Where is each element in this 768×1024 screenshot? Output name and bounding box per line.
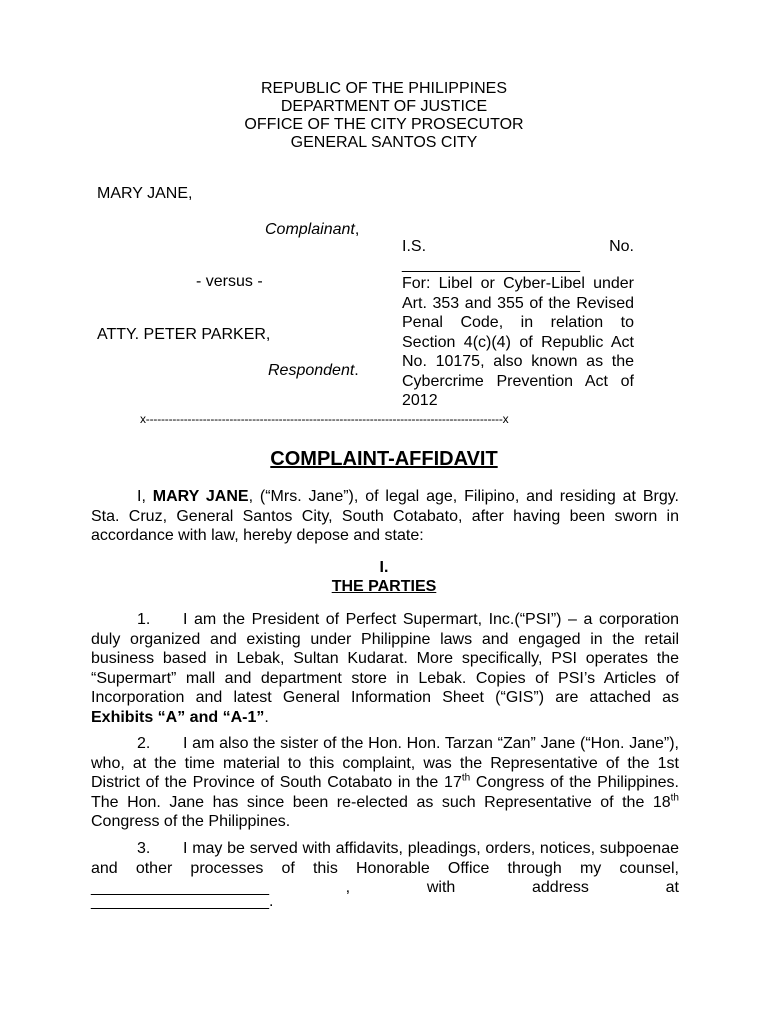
case-info-column [402,238,634,411]
paragraph-2-number: 2. [137,735,151,752]
respondent-role-line [268,362,359,380]
header-department: DEPARTMENT OF JUSTICE [280,98,488,115]
no-label: No. [609,238,634,255]
header-city: GENERAL SANTOS CITY [290,134,478,151]
paragraph-3: 3. I may be served with affidavits, pleadings, orders, notices, subpoenae and other processes of this Honorable Office through my counsel, ____________________ , with address at [91,840,679,896]
affiant-name: MARY JANE [152,488,249,505]
document-title: COMPLAINT-AFFIDAVIT [270,448,498,470]
is-label: I.S. [402,238,427,255]
section-1-numeral: I. [379,559,389,576]
respondent-role: Respondent [268,362,355,379]
paragraph-2: 2. I am also the sister of the Hon. Hon. Tarzan “Zan” Jane (“Hon. Jane”), who, at the time material to this complaint, was the Representative of the 1st District of the Province of South Cotabato in the 17th Congress of the Philippines. The Hon. Jane has since been re-elected as such Representative of the 18th Congress of the Philippines. [91,735,680,830]
document-header [0,80,768,152]
paragraph-1-number: 1. [137,611,151,628]
respondent-name: ATTY. PETER PARKER, [97,326,271,343]
paragraph-1: 1. I am the President of Perfect Supermart, Inc.(“PSI”) – a corporation duly organized and existing under Philippine laws and engaged in the retail business based in Lebak, Sultan Kudarat. More specifically, PSI operates the “Supermart” mall and department store in Lebak. Copies of PSI’s Articles of Incorporation and latest General Information Sheet (“GIS”) are attached as Exhibits “A” and “A-1”. [91,611,679,726]
complainant-role-line [265,221,359,239]
paragraph-3-number: 3. [137,840,151,857]
versus-label: - versus - [196,273,263,290]
section-1-title: THE PARTIES [331,578,437,595]
comma-punct: , [354,221,360,238]
charge-description: For: Libel or Cyber-Libel under Art. 353 and 355 of the Revised Penal Code, in relation to Section 4(c)(4) of Republic Act No. 10175, also known as the Cybercrime Prevention Act of 2012 [402,275,634,409]
exhibits-reference: Exhibits “A” and “A-1” [91,708,265,726]
complainant-name: MARY JANE, [97,185,193,202]
is-number-blank: ____________________ [402,256,580,273]
is-number-line [402,238,634,256]
address-blank: ____________________. [91,893,274,910]
period-punct: . [354,362,359,379]
section-1-heading [0,558,768,596]
intro-paragraph: I, MARY JANE, (“Mrs. Jane”), of legal age, Filipino, and residing at Brgy. Sta. Cruz, General Santos City, South Cotabato, after having been sworn in accordance with law, hereby depose and state: [91,488,680,544]
caption-separator: x----------------------------------------------------------------------------------------------x [140,412,509,426]
header-republic: REPUBLIC OF THE PHILIPPINES [261,80,507,97]
header-office: OFFICE OF THE CITY PROSECUTOR [244,116,524,133]
complainant-role: Complainant [265,221,355,238]
